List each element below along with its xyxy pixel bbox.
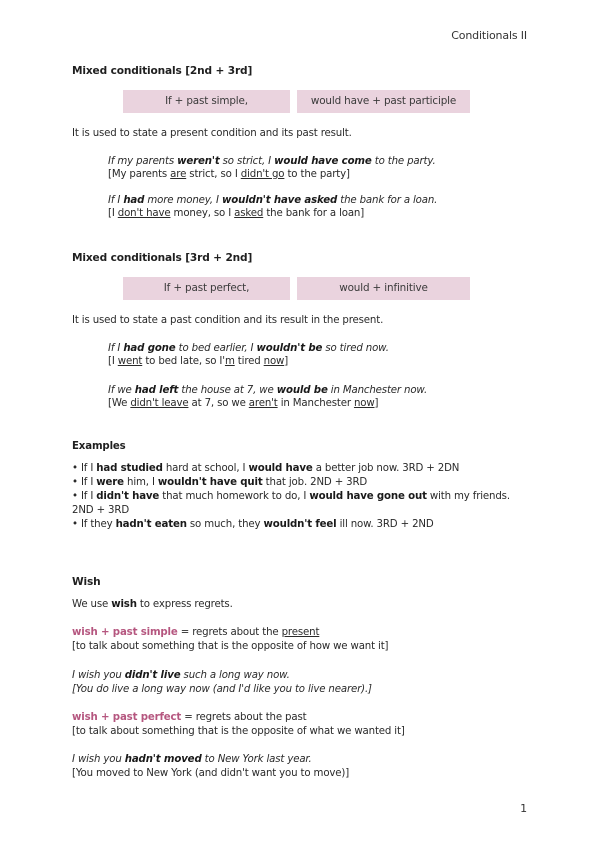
wish-rule: wish + past simple = regrets about the present [72,627,320,638]
formula-box-if-clause: If + past simple, [123,90,290,113]
example-explanation: [My parents are strict, so I didn't go to the party] [108,169,350,180]
page-number: 1 [520,802,527,815]
list-item: • If I didn't have that much homework to do, I would have gone out with my friends. [72,491,510,502]
section-description: It is used to state a past condition and its result in the present. [72,315,384,326]
list-item-continuation: 2ND + 3RD [72,505,130,516]
list-item: • If they hadn't eaten so much, they wouldn't feel ill now. 3RD + 2ND [72,519,434,530]
formula-box-result-clause: would have + past participle [297,90,470,113]
wish-rule-note: [to talk about something that is the opposite of how we want it] [72,641,389,652]
wish-example: I wish you didn't live such a long way now. [72,670,290,681]
section-description: It is used to state a present condition and its past result. [72,128,352,139]
section-heading-3rd-2nd: Mixed conditionals [3rd + 2nd] [72,252,253,264]
list-item: • If I were him, I wouldn't have quit that job. 2ND + 3RD [72,477,368,488]
wish-example-note: [You moved to New York (and didn't want you to move)] [72,768,350,779]
wish-example-note: [You do live a long way now (and I'd like you to live nearer).] [72,684,372,695]
example-sentence: If I had gone to bed earlier, I wouldn't be so tired now. [108,343,389,354]
section-heading-2nd-3rd: Mixed conditionals [2nd + 3rd] [72,65,253,77]
example-explanation: [We didn't leave at 7, so we aren't in Manchester now] [108,398,379,409]
example-sentence: If we had left the house at 7, we would be in Manchester now. [108,385,428,396]
wish-rule: wish + past perfect = regrets about the past [72,712,307,723]
example-sentence: If I had more money, I wouldn't have asked the bank for a loan. [108,195,438,206]
header-title: Conditionals II [451,29,527,42]
formula-box-if-clause: If + past perfect, [123,277,290,300]
examples-heading: Examples [72,441,126,452]
formula-box-result-clause: would + infinitive [297,277,470,300]
example-explanation: [I don't have money, so I asked the bank for a loan] [108,208,365,219]
list-item: • If I had studied hard at school, I would have a better job now. 3RD + 2DN [72,463,460,474]
wish-intro: We use wish to express regrets. [72,599,233,610]
example-sentence: If my parents weren't so strict, I would have come to the party. [108,156,436,167]
example-explanation: [I went to bed late, so I'm tired now] [108,356,289,367]
wish-heading: Wish [72,576,101,588]
wish-rule-note: [to talk about something that is the opposite of what we wanted it] [72,726,405,737]
wish-example: I wish you hadn't moved to New York last year. [72,754,312,765]
